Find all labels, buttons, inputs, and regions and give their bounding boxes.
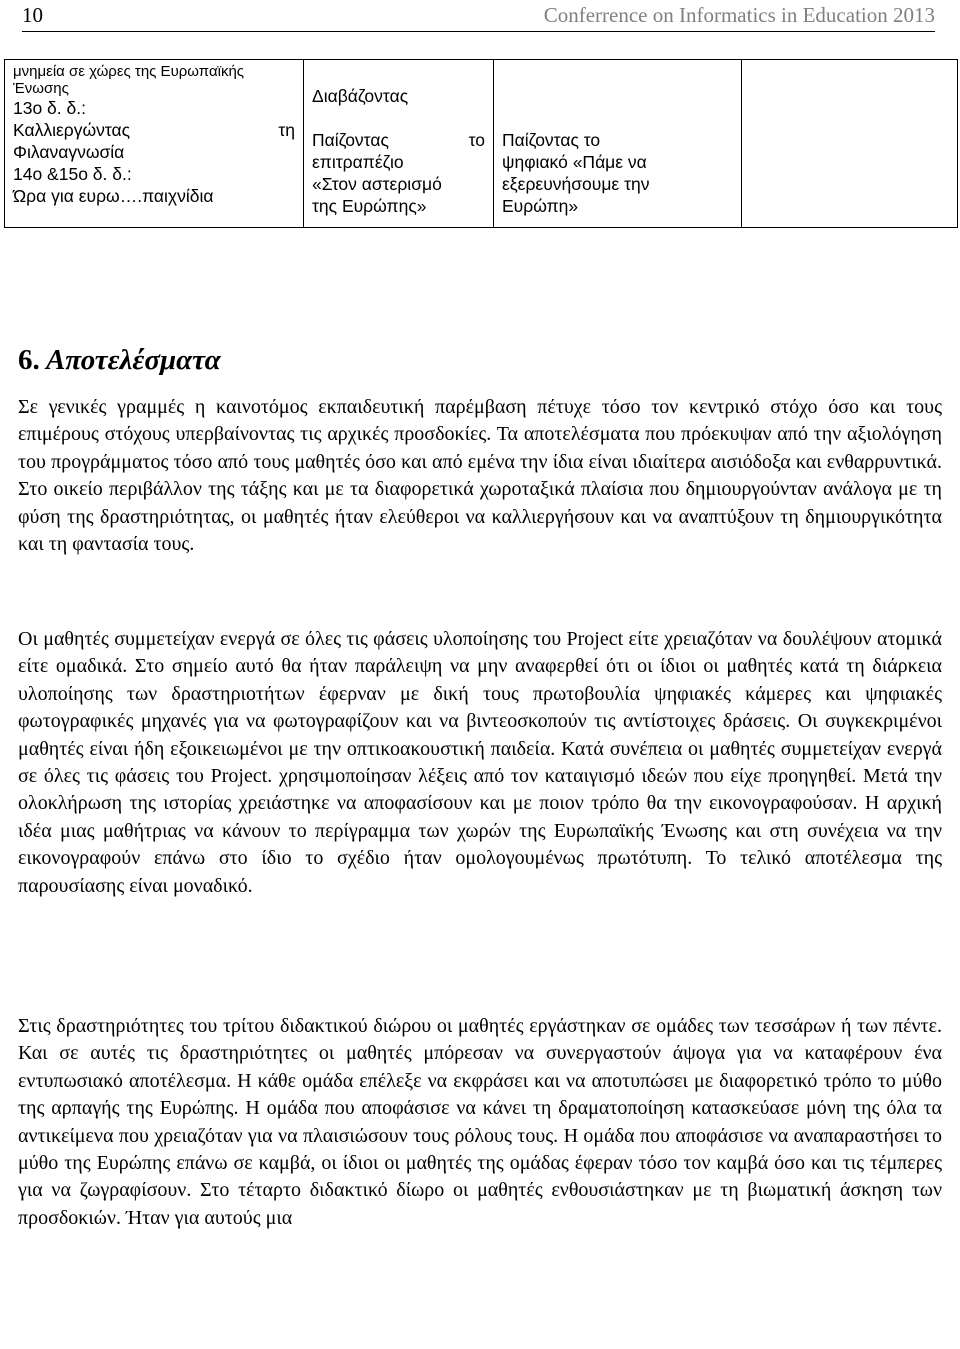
cell-word: το <box>468 130 485 150</box>
section-heading <box>18 343 221 377</box>
table-row <box>5 60 958 228</box>
cell-text-line <box>312 129 485 151</box>
cell-text: της Ευρώπης» <box>312 196 427 216</box>
page-header <box>22 2 935 30</box>
cell-word: Καλλιεργώντας <box>13 120 131 140</box>
cell-text: 14ο &15ο δ. δ.: <box>13 164 132 184</box>
cell-text: «Στον αστερισμό <box>312 174 442 194</box>
cell-text: 13ο δ. δ.: <box>13 98 86 118</box>
running-head: Conferrence on Informatics in Education 2013 <box>543 3 935 27</box>
paragraph: Στις δραστηριότητες του τρίτου διδακτικού διώρου οι μαθητές εργάστηκαν σε ομάδες των τεσσάρων ή των πέντε. Και σε αυτές τις δραστηριότητες οι μαθητές μπόρεσαν να συνεργαστούν άψογα για να καταφέρουν ένα εντυπωσιακό αποτέλεσμα. Η κάθε ομάδα επέλεξε να εκφράσει και να αποτυπώσει με διαφορετικό τρόπο το μύθο της αρπαγής της Ευρώπης. Η ομάδα που αποφάσισε να κάνει τη δραματοποίηση κατασκεύασε μόνη της όλα τα αντικείμενα που χρειαζόταν για να πλαισιώσουν τους ρόλους τους. Η ομάδα που αποφάσισε να αναπαραστήσει το μύθο της Ευρώπης επάνω σε καμβά, οι ίδιοι οι μαθητές της ομάδας έφεραν τόσο τον καμβά όσο και τις τέμπερες για να ζωγραφίσουν. Στο τέταρτο διδακτικό δίωρο οι μαθητές ενθουσιάστηκαν με τη βιωματική άσκηση των προσδοκιών. Ήταν για αυτούς μια <box>18 1015 942 1229</box>
cell-text: Ευρώπη» <box>502 196 579 216</box>
table-cell-activities <box>304 60 494 228</box>
section-number: 6. <box>18 344 40 376</box>
paragraph: Σε γενικές γραμμές η καινοτόμος εκπαιδευτική παρέμβαση πέτυχε τόσο τον κεντρικό στόχο όσο και τους επιμέρους στόχους υπερβαίνοντας τις αρχικές προσδοκίες. Τα αποτελέσματα που πρόεκυψαν από την αξιολόγηση του προγράμματος τόσο από τους μαθητές όσο και από εμένα την ίδια είναι ιδιαίτερα αισιόδοξα και ενθαρρυντικά. Στο οικείο περιβάλλον της τάξης και με τα διαφορετικά χωροταξικά πλαίσια που δημιουργούνταν ανάλογα με τη φύση της δραστηριότητας, οι μαθητές ήταν ελεύθεροι να καλλιεργήσουν και να αναπτύξουν τη δημιουργικότητα και τη φαντασία τους. <box>18 396 942 556</box>
cell-text: Παίζοντας το <box>502 130 601 150</box>
table-cell-empty <box>742 60 958 228</box>
cell-text: ψηφιακό «Πάμε να <box>502 152 647 172</box>
header-rule <box>22 31 935 32</box>
table-cell-digital <box>494 60 742 228</box>
cell-word: τη <box>278 120 295 140</box>
cell-text: επιτραπέζιο <box>312 152 404 172</box>
activities-table <box>4 59 958 228</box>
section-title: Αποτελέσματα <box>45 344 221 376</box>
table-cell-sessions <box>5 60 304 228</box>
cell-text: εξερευνήσουμε την <box>502 174 650 194</box>
cell-text-line <box>13 119 295 141</box>
cell-text: Ώρα για ευρω….παιχνίδια <box>13 186 214 206</box>
cell-text: Διαβάζοντας <box>312 86 409 106</box>
page-number: 10 <box>22 3 43 27</box>
cell-word: Παίζοντας <box>312 130 389 150</box>
cell-text-continued: μνημεία σε χώρες της Ευρωπαϊκής Ένωσης <box>13 63 245 97</box>
paragraph: Οι μαθητές συμμετείχαν ενεργά σε όλες τις φάσεις υλοποίησης του Project είτε χρειαζόταν να δουλέψουν ατομικά είτε ομαδικά. Στο σημείο αυτό θα ήταν παράλειψη να μην αναφερθεί ότι οι ίδιοι οι μαθητές κατά τη διάρκεια υλοποίησης των δραστηριοτήτων έφερναν με δική τους πρωτοβουλία ψηφιακές κάμερες και ψηφιακές φωτογραφικές μηχανές για να φωτογραφίζουν και να βιντεοσκοπούν τις αντίστοιχες δράσεις. Οι συγκεκριμένοι μαθητές είναι ήδη εξοικειωμένοι με την οπτικοακουστική παιδεία. Κατά συνέπεια οι μαθητές συμμετείχαν ενεργά σε όλες τις φάσεις του Project. χρησιμοποίησαν λέξεις από τον καταιγισμό ιδεών που είχε προηγηθεί. Μετά την ολοκλήρωση της ιστορίας χρειάστηκε να αποφασίσουν και με ποιον τρόπο θα την εικονογραφούσαν. Η αρχική ιδέα μιας μαθήτριας να κάνουν το περίγραμμα των χωρών της Ευρωπαϊκής Ένωσης και στη συνέχεια να την εικονογραφούν επάνω στο ίδιο το σχέδιο ήταν ομολογουμένως πρωτότυπη. Το τελικό αποτέλεσμα της παρουσίασης είναι μοναδικό. <box>18 628 942 897</box>
cell-text: Φιλαναγνωσία <box>13 142 125 162</box>
